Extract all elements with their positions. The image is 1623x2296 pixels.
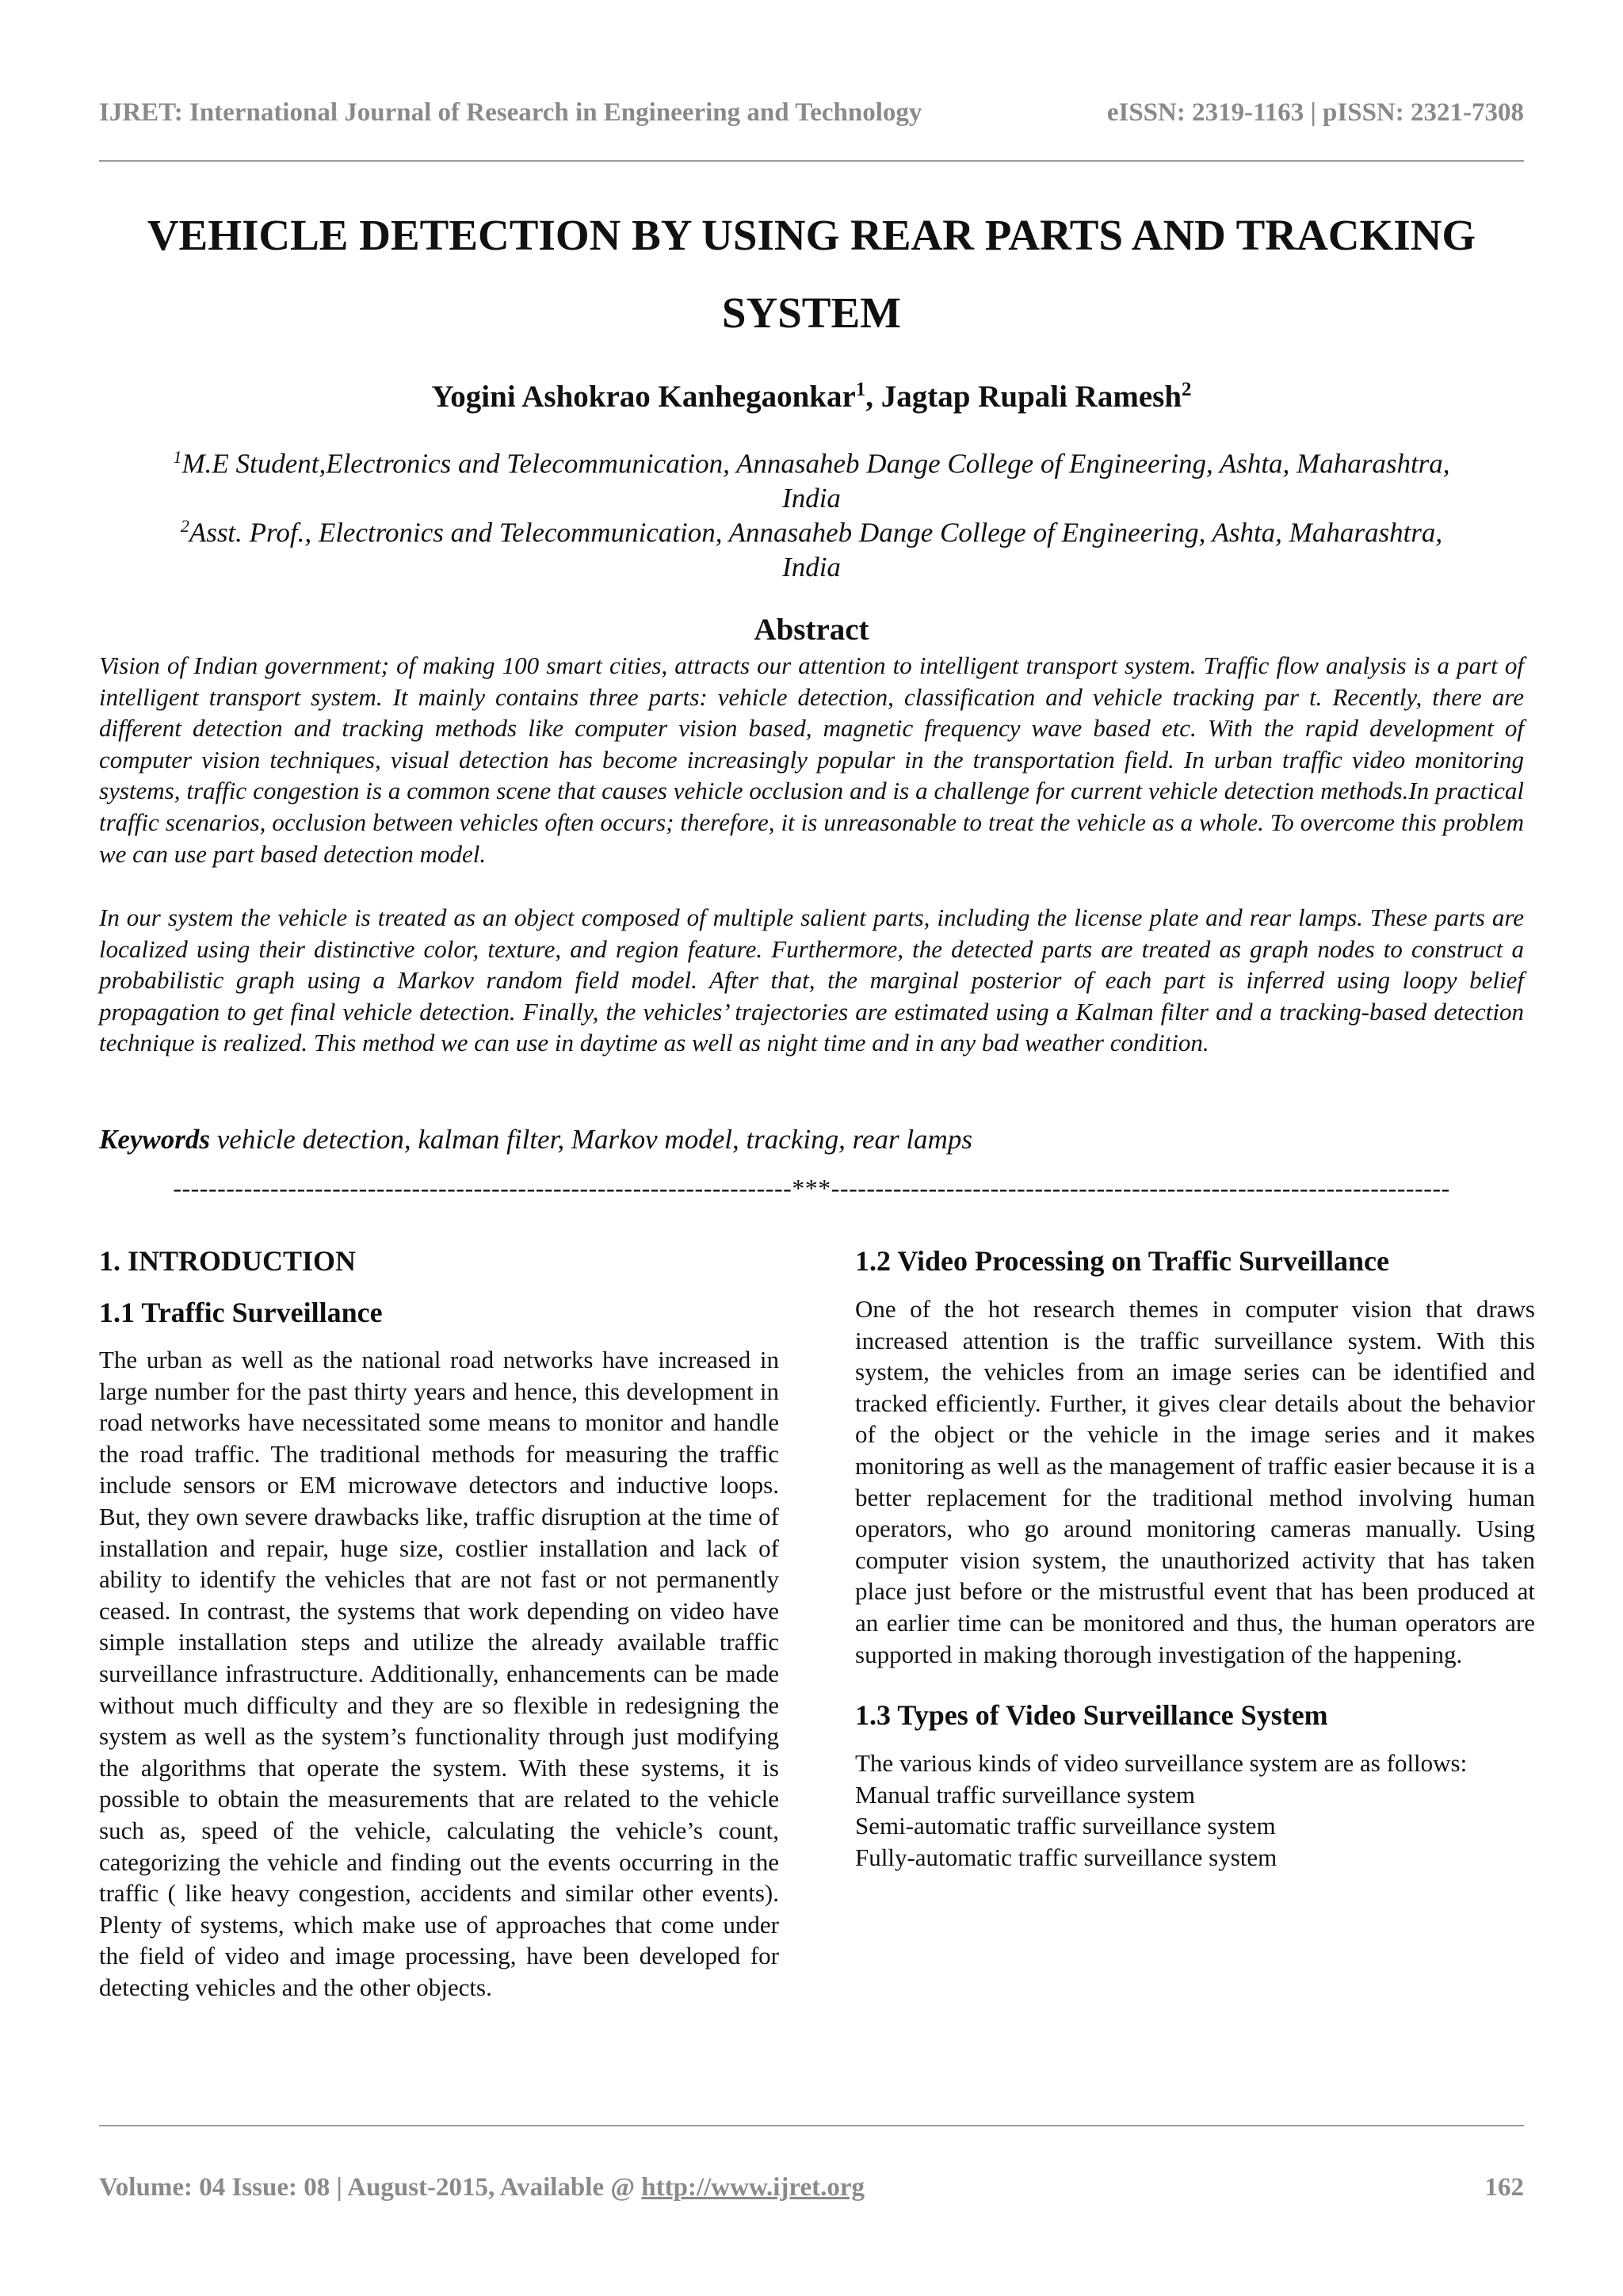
author-separator: ,: [865, 380, 881, 414]
section-1-heading: 1. INTRODUCTION: [99, 1245, 357, 1277]
abstract-paragraph-2: In our system the vehicle is treated as an object composed of multiple salient parts, including the license plate and rear lamps. These parts are localized using their distinctive color, texture, and region feature. Furthermore, the detected parts are treated as graph nodes to construct a probabilistic graph using a Markov random field model. After that, the marginal posterior of each part is inferred using loopy belief propagation to get final vehicle detection. Finally, the vehicles’ trajectories are estimated using a Kalman filter and a tracking-based detection technique is realized. This method we can use in daytime as well as night time and in any bad weather condition.: [99, 904, 1524, 1057]
section-1-2-heading: 1.2 Video Processing on Traffic Surveillance: [855, 1245, 1389, 1277]
affiliation-2: [99, 509, 1524, 584]
page-header: [99, 98, 1524, 133]
affiliation-1: [99, 440, 1524, 515]
list-item: Fully-automatic traffic surveillance system: [855, 1843, 1277, 1871]
right-column: [855, 1243, 1535, 1874]
author-2: Jagtap Rupali Ramesh: [880, 380, 1182, 414]
affiliation-1-sup: 1: [173, 447, 182, 467]
list-item: Manual traffic surveillance system: [855, 1780, 1195, 1809]
keywords-label: Keywords: [99, 1124, 210, 1155]
list-item: Semi-automatic traffic surveillance system: [855, 1812, 1276, 1840]
issn: eISSN: 2319-1163 | pISSN: 2321-7308: [1106, 98, 1524, 127]
affiliation-2-line-1: Asst. Prof., Electronics and Telecommunication, Annasaheb Dange College of Engineering, Ashta, Maharashtra,: [189, 517, 1443, 548]
author-1-sup: 1: [855, 379, 866, 400]
section-1-3-heading: 1.3 Types of Video Surveillance System: [855, 1699, 1328, 1732]
left-column: [99, 1243, 779, 2003]
section-separator: ----------------------------------------------------------------------***----------------------------------------------------------------------: [173, 1174, 1450, 1202]
journal-link[interactable]: http://www.ijret.org: [641, 2173, 865, 2202]
page-footer: [99, 2173, 1524, 2208]
volume-info: [99, 2173, 865, 2202]
abstract-paragraph-1: Vision of Indian government; of making 100 smart cities, attracts our attention to intelligent transport system. Traffic flow analysis is a part of intelligent transport system. It mainly contains three parts: vehicle detection, classification and vehicle tracking par t. Recently, there are different detection and tracking methods like computer vision based, magnetic frequency wave based etc. With the rapid development of computer vision techniques, visual detection has become increasingly popular in the transportation field. In urban traffic video monitoring systems, traffic congestion is a common scene that causes vehicle occlusion and is a challenge for current vehicle detection methods.In practical traffic scenarios, occlusion between vehicles often occurs; therefore, it is unreasonable to treat the vehicle as a whole. To overcome this problem we can use part based detection model.: [99, 651, 1524, 868]
header-rule: [99, 160, 1524, 162]
affiliation-2-line-2: India: [782, 551, 841, 583]
affiliation-1-line-2: India: [782, 482, 841, 514]
footer-rule: [99, 2125, 1524, 2126]
title-line-2: SYSTEM: [721, 288, 902, 337]
section-1-3-text: The various kinds of video surveillance system are as follows:: [855, 1749, 1468, 1778]
authors: [99, 379, 1524, 415]
affiliation-1-line-1: M.E Student,Electronics and Telecommunication, Annasaheb Dange College of Engineering, Ashta, Maharashtra,: [181, 448, 1450, 479]
abstract-heading: Abstract: [754, 613, 869, 647]
page-number: 162: [1484, 2173, 1524, 2202]
section-1-2-text: One of the hot research themes in computer vision that draws increased attention is the traffic surveillance system. With this system, the vehicles from an image series can be identified and tracked efficiently. Further, it gives clear details about the behavior of the object or the vehicle in the image series and it makes monitoring as well as the management of traffic easier because it is a better replacement for the traditional method involving human operators, who go around monitoring cameras manually. Using computer vision system, the unauthorized activity that has taken place just before or the mistrustful event that has been produced at an earlier time can be monitored and thus, the human operators are supported in making thorough investigation of the happening.: [855, 1295, 1535, 1668]
section-1-1-heading: 1.1 Traffic Surveillance: [99, 1297, 383, 1328]
author-2-sup: 2: [1182, 379, 1192, 400]
journal-name: IJRET: International Journal of Research in Engineering and Technology: [99, 98, 922, 127]
volume-text: Volume: 04 Issue: 08 | August-2015, Available @: [99, 2173, 642, 2202]
affiliation-2-sup: 2: [180, 516, 189, 536]
paper-title: [99, 197, 1524, 352]
title-line-1: VEHICLE DETECTION BY USING REAR PARTS AND TRACKING: [147, 211, 1476, 259]
author-1: Yogini Ashokrao Kanhegaonkar: [431, 380, 856, 414]
keywords: [99, 1124, 1524, 1156]
section-1-1-text: The urban as well as the national road networks have increased in large number for the past thirty years and hence, this development in road networks have necessitated some means to monitor and handle the road traffic. The traditional methods for measuring the traffic include sensors or EM microwave detectors and inductive loops. But, they own severe drawbacks like, traffic disruption at the time of installation and repair, huge size, costlier installation and lack of ability to identify the vehicles that are not fast or not permanently ceased. In contrast, the systems that work depending on video have simple installation steps and utilize the already available traffic surveillance infrastructure. Additionally, enhancements can be made without much difficulty and they are so flexible in redesigning the system as well as the system’s functionality through just modifying the algorithms that operate the system. With these systems, it is possible to obtain the measurements that are related to the vehicle such as, speed of the vehicle, calculating the vehicle’s count, categorizing the vehicle and finding out the events occurring in the traffic ( like heavy congestion, accidents and similar other events). Plenty of systems, which make use of approaches that come under the field of video and image processing, have been developed for detecting vehicles and the other objects.: [99, 1346, 779, 2001]
keywords-text: vehicle detection, kalman filter, Markov model, tracking, rear lamps: [210, 1124, 972, 1155]
